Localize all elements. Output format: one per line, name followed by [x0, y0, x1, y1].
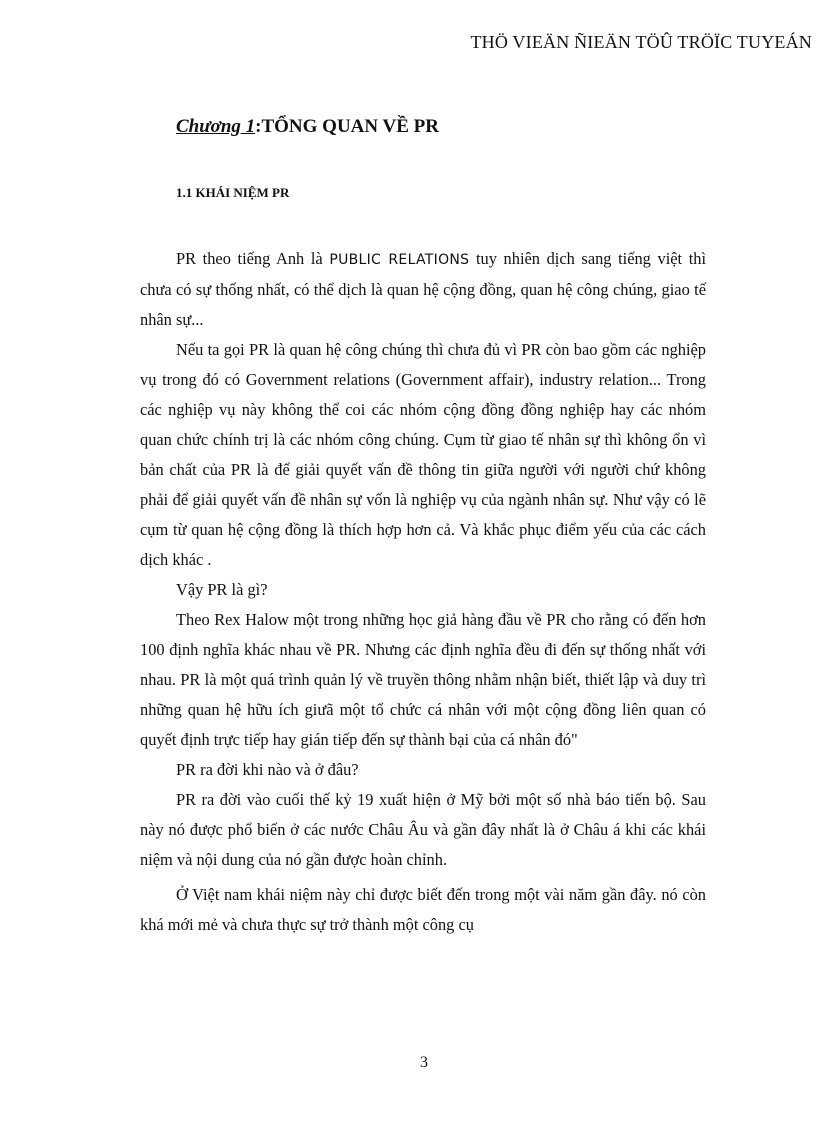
body-text: [140, 244, 706, 940]
page-number: 3: [420, 1054, 428, 1071]
paragraph: Nếu ta gọi PR là quan hệ công chúng thì chưa đủ vì PR còn bao gồm các nghiệp vụ trong đó có Government relations (Government affair), industry relation... Trong các nghiệp vụ này không thể coi các nhóm cộng đồng đồng nghiệp hay các nhóm quan chức chính trị là các nhóm công chúng. Cụm từ giao tế nhân sự thì không ổn vì bản chất của PR là để giải quyết vấn đề thông tin giữa người với người chứ không phải để giải quyết vấn đề nhân sự vốn là nghiệp vụ của ngành nhân sự. Như vậy có lẽ cụm từ quan hệ cộng đồng là thích hợp hơn cả. Và khắc phục điểm yếu của các cách dịch khác .: [140, 340, 706, 569]
running-header: THÖ VIEÄN ÑIEÄN TÖÛ TRÖÏC TUYEÁN: [470, 32, 812, 52]
term-public-relations: PUBLIC RELATIONS: [329, 252, 470, 268]
chapter-label: Chương 1: [176, 116, 256, 137]
chapter-separator: :: [255, 116, 262, 137]
paragraph-text: PR theo tiếng Anh là: [176, 249, 330, 268]
paragraph: [140, 244, 706, 335]
paragraph-text: tuy nhiên dịch sang tiếng việt thì chưa có sự thống nhất, có thể dịch là quan hệ cộng đồng, quan hệ công chúng, giao tế nhân sự...: [140, 249, 707, 329]
paragraph: Ở Việt nam khái niệm này chỉ được biết đến trong một vài năm gần đây. nó còn khá mới mẻ và chưa thực sự trở thành một công cụ: [140, 885, 706, 934]
paragraph: PR ra đời vào cuối thế kỷ 19 xuất hiện ở Mỹ bởi một số nhà báo tiến bộ. Sau này nó được phổ biến ở các nước Châu Âu và gần đây nhất là ở Châu á khi các khái niệm và nội dung của nó gần được hoàn chỉnh.: [140, 790, 706, 869]
paragraph: PR ra đời khi nào và ở đâu?: [176, 760, 359, 779]
chapter-title: TỔNG QUAN VỀ PR: [261, 116, 439, 137]
chapter-heading: [176, 116, 439, 138]
paragraph: Theo Rex Halow một trong những học giả hàng đầu về PR cho rằng có đến hơn 100 định nghĩa khác nhau về PR. Nhưng các định nghĩa đều đi đến sự thống nhất với nhau. PR là một quá trình quản lý về truyền thông nhằm nhận biết, thiết lập và duy trì những quan hệ hữu ích giưã một tổ chức cá nhân với một cộng đồng liên quan có quyết định trực tiếp hay gián tiếp đến sự thành bại của cá nhân đó": [140, 610, 706, 749]
section-heading: 1.1 KHÁI NIỆM PR: [176, 185, 290, 200]
paragraph: Vậy PR là gì?: [176, 580, 268, 599]
